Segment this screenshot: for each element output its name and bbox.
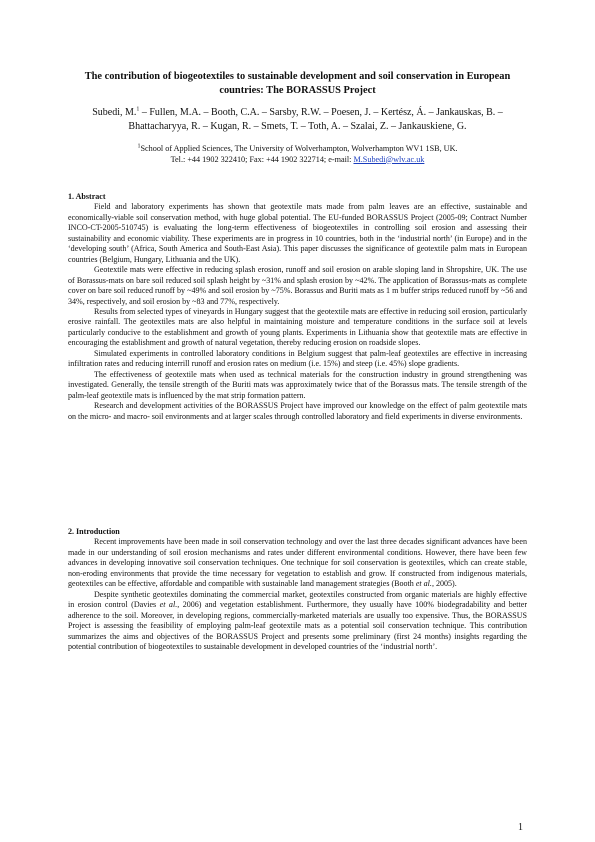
affiliation-sup: 1 [137,143,141,150]
abstract-paragraph-4: Simulated experiments in controlled laboratory conditions in Belgium suggest that palm-leaf geotextiles are effective in increasing infiltration rates and reducing interrill runoff and erosion rates on medium (i.e. 15%) and steep (i.e. 45%) slope gradients. [68,348,527,369]
author-line-1 [64,106,531,120]
institution-text: School of Applied Sciences, The University of Wolverhampton, Wolverhampton WV1 1SB, UK. [140,144,458,153]
affiliation-contact [64,155,531,166]
intro-p2-text: Despite synthetic geotextiles dominating the commercial market, geotextiles constructed from organic materials are highly effective in erosion control (Davies [68,589,527,610]
authors-rest: – Fullen, M.A. – Booth, C.A. – Sarsby, R.W. – Poesen, J. – Kertész, Á. – Jankauskas, B. – [139,107,503,118]
intro-p2-rest: , 2006) and vegetation establishment. Furthermore, they usually have 100% biodegradability and better adherence to the soil. Moreover, in developing regions, commercially-marketed materials are usually too expensive. Thus, the BORASSUS Project is assessing the feasibility of employing palm-leaf geotextile mats as a potential soil conservation technique. This contribution summarizes the aims and objectives of the BORASSUS Project and presents some preliminary (first 24 months) insights regarding the potential contribution of biogeotextiles to sustainable development in developed countries of the ‘industrial north’. [68,600,528,651]
page-number: 1 [518,822,523,833]
abstract-paragraph-6: Research and development activities of the BORASSUS Project have improved our knowledge on the effect of palm geotextile mats on the micro- and macro- soil environments and at larger scales through controlled laboratory and field experiments in diverse environments. [68,401,527,421]
introduction-section [68,527,527,652]
affiliation [64,144,531,165]
contact-text: Tel.: +44 1902 322410; Fax: +44 1902 322714; e-mail: [170,154,354,164]
author-list [64,106,531,133]
paper-title: The contribution of biogeotextiles to sustainable development and soil conservation in European countries: The BORASSUS Project [84,71,511,96]
abstract-heading: 1. Abstract [68,192,106,201]
author-line-2: Bhattacharyya, R. – Kugan, R. – Smets, T. – Toth, A. – Szalai, Z. – Jankauskiene, G. [128,120,467,132]
intro-p1-etal: et al. [415,579,432,589]
abstract-paragraph-5: The effectiveness of geotextile mats when used as technical materials for the construction industry in ground strengthening was investigated. Generally, the tensile strength of the Buriti mats was approximately twice that of the Borassus mats. The tensile strength of the palm-leaf geotextile mats is influenced by the mat strip formation pattern. [68,369,527,400]
email-link[interactable]: M.Subedi@wlv.ac.uk [353,154,425,164]
introduction-paragraph-2 [68,590,527,653]
intro-p1-citation-end: , 2005). [431,579,457,589]
abstract-paragraph-3: Results from selected types of vineyards in Hungary suggest that the geotextile mats are effective in reducing soil erosion, particularly erosive rainfall. The geotextiles mats are also helpful in maintaining moisture and temperature conditions in the surface soil at levels particularly conducive to the establishment and growth of young plants. Experiments in Lithuania show that geotextile mats are effective in encouraging the establishment and growth of natural vegetation, thereby reducing erosion on roadside slopes. [68,306,527,348]
introduction-heading: 2. Introduction [68,527,120,536]
introduction-paragraph-1 [68,537,527,589]
intro-p1-text: Recent improvements have been made in soil conservation technology and over the last three decades significant advances have been made in our understanding of soil erosion mechanisms and rates under different environmental conditions. However, there have been few advances in developing innovative soil conservation techniques. One technique for soil conservation is geotextiles, which can create stable, non-eroding environments that provide the time necessary for vegetation to establish and grow. If constructed from indigenous materials, geotextiles can be effective, affordable and compatible with sustainable land management strategies (Booth [68,537,527,589]
affiliation-institution [64,144,531,155]
abstract-paragraph-2: Geotextile mats were effective in reducing splash erosion, runoff and soil erosion on arable sloping land in Shropshire, UK. The use of Borassus-mats on bare soil reduced soil splash height by ~31% and splash erosion by ~42%. The application of Borassus-mats as complete cover on bare soil reduced runoff by ~49% and soil erosion by ~75%. Borassus and Buriti mats as 1 m buffer strips reduced runoff by ~56 and 34%, respectively, and soil erosion by ~83 and 77%, respectively. [68,265,527,306]
intro-p2-etal: et al. [159,600,178,610]
abstract-section [68,192,527,422]
affiliation-marker: 1 [136,106,140,113]
abstract-paragraph-1: Field and laboratory experiments has shown that geotextile mats made from palm leaves are an effective, sustainable and economically-viable soil conservation method, with huge global potential. The EU-funded BORASSUS Project (2005-09; Contract Number INCO-CT-2005-510745) is evaluating the long-term effectiveness of biogeotextiles in controlling soil erosion and assessing their sustainability and economic viability. These experiments are in progress in 10 countries, both in the ‘industrial north’ (in Europe) and in the ‘developing south’ (Africa, South America and South-East Asia). This paper discusses the significance of geotextile palm mats in European countries (Belgium, Hungary, Lithuania and the UK). [68,202,527,264]
first-author: Subedi, M. [92,107,137,118]
